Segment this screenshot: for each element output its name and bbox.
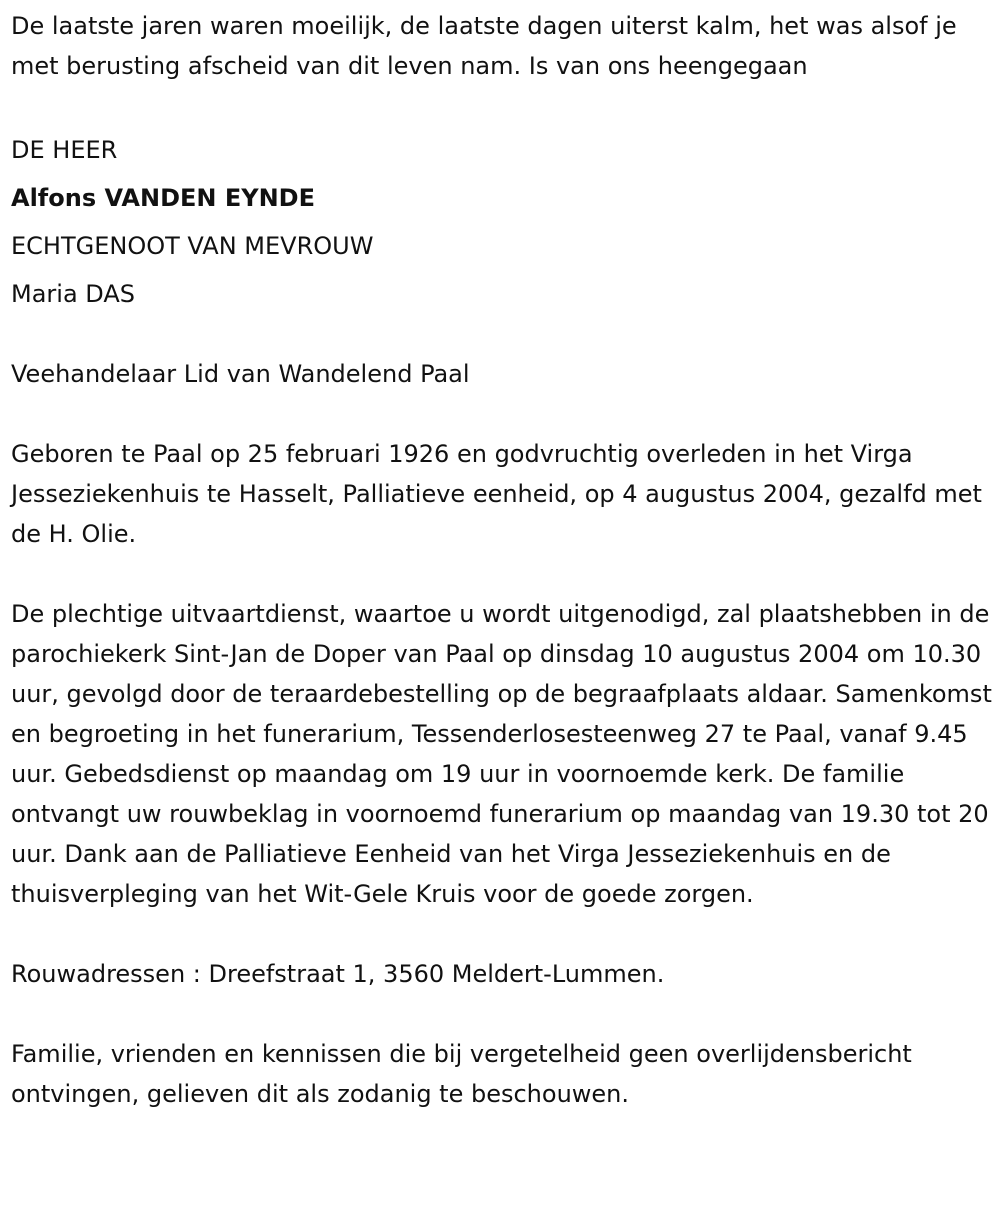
closing-paragraph: Familie, vrienden en kennissen die bij vergetelheid geen overlijdensbericht ontvingen, gelieven dit als zodanig te beschouwen. [11, 1040, 912, 1108]
intro-paragraph: De laatste jaren waren moeilijk, de laatste dagen uiterst kalm, het was alsof je met berusting afscheid van dit leven nam. Is van ons heengegaan [11, 12, 957, 80]
death-notice [11, 6, 993, 1154]
spouse-label: ECHTGENOOT VAN MEVROUW [11, 232, 374, 260]
title-line: DE HEER [11, 136, 118, 164]
deceased-name: Alfons VANDEN EYNDE [11, 184, 315, 212]
birth-death-paragraph: Geboren te Paal op 25 februari 1926 en godvruchtig overleden in het Virga Jesseziekenhuis te Hasselt, Palliatieve eenheid, op 4 augustus 2004, gezalfd met de H. Olie. [11, 440, 982, 548]
occupation-paragraph: Veehandelaar Lid van Wandelend Paal [11, 360, 470, 388]
funeral-paragraph: De plechtige uitvaartdienst, waartoe u wordt uitgenodigd, zal plaatshebben in de parochiekerk Sint-Jan de Doper van Paal op dinsdag 10 augustus 2004 om 10.30 uur, gevolgd door de teraardebestelling op de begraafplaats aldaar. Samenkomst en begroeting in het funerarium, Tessenderlosesteenweg 27 te Paal, vanaf 9.45 uur. Gebedsdienst op maandag om 19 uur in voornoemde kerk. De familie ontvangt uw rouwbeklag in voornoemd funerarium op maandag van 19.30 tot 20 uur. Dank aan de Palliatieve Eenheid van het Virga Jesseziekenhuis en de thuisverpleging van het Wit-Gele Kruis voor de goede zorgen. [11, 600, 992, 908]
address-paragraph: Rouwadressen : Dreefstraat 1, 3560 Meldert-Lummen. [11, 960, 665, 988]
spouse-name: Maria DAS [11, 280, 135, 308]
name-block [11, 126, 993, 318]
